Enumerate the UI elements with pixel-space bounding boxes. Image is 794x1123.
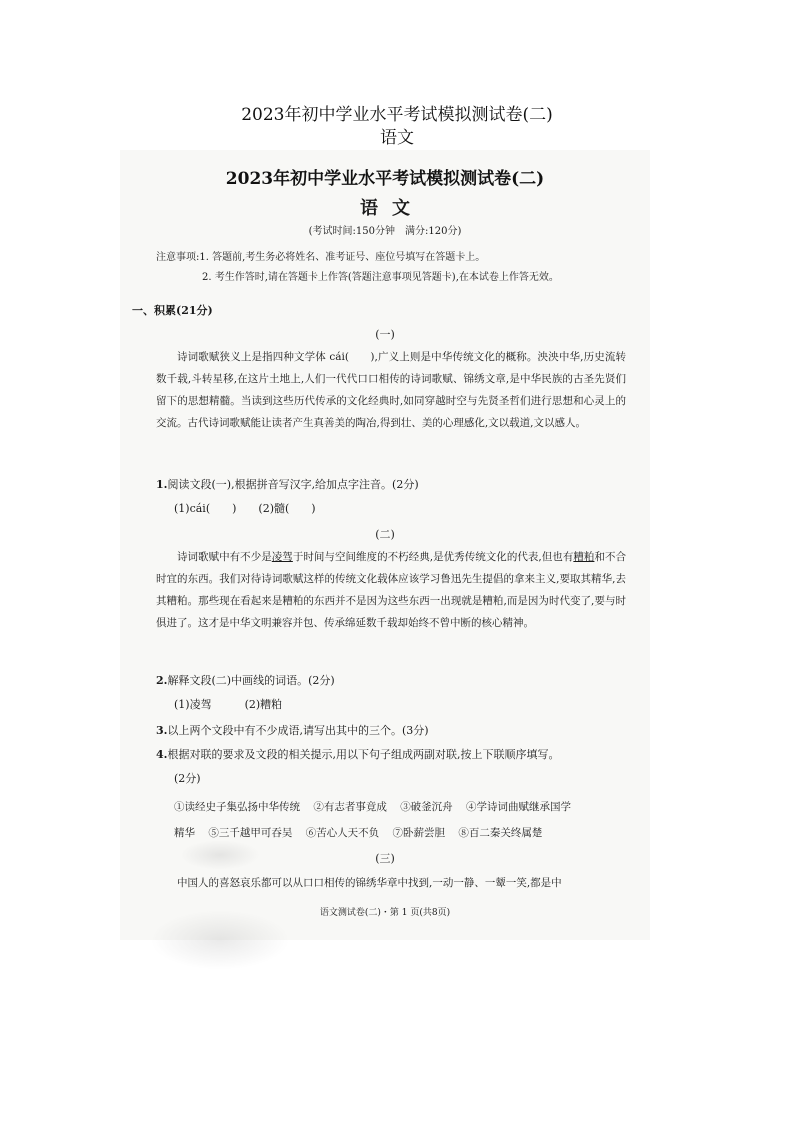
question-text: 解释文段(二)中画线的词语。(2分) <box>167 674 335 687</box>
part-label-1: (一) <box>375 328 395 341</box>
passage-3: 中国人的喜怒哀乐都可以从口口相传的锦绣华章中找到,一动一静、一颦一笑,都是中 <box>177 877 562 889</box>
couplet-options-row-1 <box>174 796 644 818</box>
couplet-option: ⑤三千越甲可吞吴 <box>208 827 293 839</box>
question-number: 2. <box>156 674 168 687</box>
couplet-option: ②有志者事竟成 <box>313 801 387 813</box>
question-1 <box>156 474 636 496</box>
question-3 <box>156 720 636 742</box>
question-4 <box>156 744 636 766</box>
exam-time: (考试时间:150分钟 满分:120分) <box>308 226 462 237</box>
question-number: 3. <box>156 724 168 737</box>
exam-title: 2023年初中学业水平考试模拟测试卷(二) <box>225 169 545 189</box>
question-1-answer-blanks: (1)cái( ) (2)髓( ) <box>174 502 316 515</box>
couplet-option: ⑧百二秦关终属楚 <box>458 827 543 839</box>
notice-line-2: 2. 考生作答时,请在答题卡上作答(答题注意事项见答题卡),在本试卷上作答无效。 <box>202 272 559 283</box>
section-title: 一、积累(21分) <box>132 304 213 317</box>
underlined-word-1: 凌驾 <box>271 551 293 563</box>
question-2-answer-blanks: (1)凌驾 (2)糟粕 <box>174 698 283 711</box>
couplet-options-row-2 <box>174 822 644 844</box>
question-text: 以上两个文段中有不少成语,请写出其中的三个。(3分) <box>167 724 429 737</box>
passage-2 <box>156 546 626 634</box>
part-label-2: (二) <box>375 528 395 541</box>
page-title: 2023年初中学业水平考试模拟测试卷(二) <box>241 105 553 125</box>
passage-2-text: 诗词歌赋中有不少是 <box>177 551 272 563</box>
scanned-exam-page <box>120 150 650 940</box>
page-subtitle: 语文 <box>380 128 414 148</box>
couplet-option: 精华 <box>174 827 195 839</box>
question-text: 根据对联的要求及文段的相关提示,用以下句子组成两副对联,按上下联顺序填写。 <box>167 748 560 761</box>
page-footer: 语文测试卷(二)・第 1 页(共8页) <box>319 908 451 918</box>
notice-line-1: 注意事项:1. 答题前,考生务必将姓名、准考证号、座位号填写在答题卡上。 <box>156 252 486 263</box>
couplet-option: ⑥苦心人天不负 <box>305 827 380 839</box>
couplet-option: ④学诗词曲赋继承国学 <box>466 801 572 813</box>
exam-subject: 语文 <box>360 198 424 219</box>
passage-1: 诗词歌赋狭义上是指四种文学体 cái( ),广义上则是中华传统文化的概称。泱泱中华,历史流转数千载,斗转星移,在这片土地上,人们一代代口口相传的诗词歌赋、锦绣文章,是中华民族的古圣先贤们留下的思想精髓。当读到这些历代传承的文化经典时,如同穿越时空与先贤圣哲们进行思想和心灵上的交流。古代诗词歌赋能让读者产生真善美的陶冶,得到壮、美的心理感化,文以载道,文以感人。 <box>156 351 626 429</box>
passage-2-text: 和不合时宜的东西。我们对待诗词歌赋这样的传统文化载体应该学习鲁迅先生提倡的拿来主义,要取其精华,去其糟粕。那些现在看起来是糟粕的东西并不是因为这些东西一出现就是糟粕,而是因为时代变了,要与时俱进了。这才是中华文明兼容并包、传承绵延数千载却始终不曾中断的核心精神。 <box>156 551 626 629</box>
question-4-score: (2分) <box>174 772 201 785</box>
couplet-option: ⑦卧薪尝胆 <box>392 827 446 839</box>
passage-2-text: 于时间与空间维度的不朽经典,是优秀传统文化的代表,但也有 <box>292 551 574 563</box>
question-number: 4. <box>156 748 168 761</box>
question-2 <box>156 670 636 692</box>
underlined-word-2: 糟粕 <box>573 551 595 563</box>
question-text: 阅读文段(一),根据拼音写汉字,给加点字注音。(2分) <box>167 478 419 491</box>
part-label-3: (三) <box>375 852 395 865</box>
couplet-option: ①读经史子集弘扬中华传统 <box>174 801 300 813</box>
couplet-option: ③破釜沉舟 <box>400 801 453 813</box>
scan-smudge <box>150 910 290 970</box>
question-number: 1. <box>156 478 168 491</box>
